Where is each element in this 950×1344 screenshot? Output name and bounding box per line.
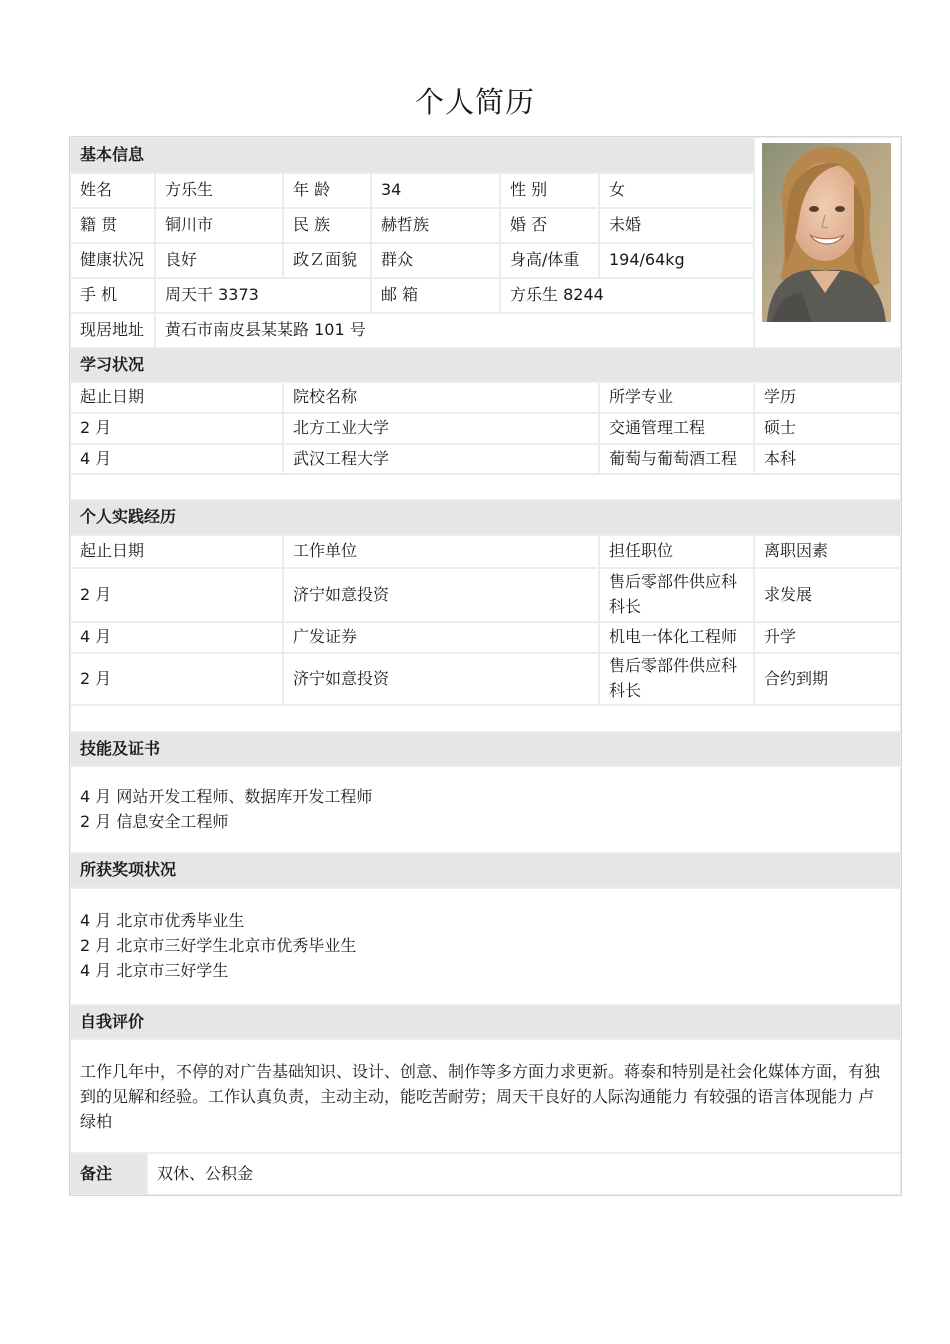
value-phone: 周天干 3373 [156,279,370,312]
exp-col-reason: 离职因素 [755,536,900,567]
value-name: 方乐生 [156,174,282,207]
exp-col-company: 工作单位 [284,536,598,567]
edu-col-date: 起止日期 [71,383,282,412]
value-native: 铜川市 [156,209,282,242]
label-health: 健康状况 [71,244,154,277]
edu-row-2-major: 葡萄与葡萄酒工程 [600,445,753,473]
exp-row-2-reason: 升学 [755,623,900,652]
label-address: 现居地址 [71,314,154,347]
value-email: 方乐生 8244 [501,279,753,312]
label-phone: 手 机 [71,279,154,312]
label-gender: 性 别 [501,174,598,207]
profile-photo [762,143,891,322]
exp-row-1-position: 售后零部件供应科科长 [600,569,753,621]
value-health: 良好 [156,244,282,277]
edu-col-major: 所学专业 [600,383,753,412]
award-line-2: 2 月 北京市三好学生北京市优秀毕业生 [80,936,357,956]
label-age: 年 龄 [284,174,370,207]
self-eval-content [71,1040,900,1152]
value-address: 黄石市南皮县某某路 101 号 [156,314,753,347]
exp-row-1-date: 2 月 [71,569,282,621]
section-header-self-eval: 自我评价 [71,1006,900,1038]
label-marital: 婚 否 [501,209,598,242]
exp-row-3-date: 2 月 [71,654,282,704]
value-height-weight: 194/64kg [600,244,753,277]
exp-row-3-reason: 合约到期 [755,654,900,704]
page-title: 个人简历 [414,85,535,119]
skill-line-2: 2 月 信息安全工程师 [80,811,229,831]
remarks-value: 双休、公积金 [148,1154,900,1194]
skill-line-1: 4 月 网站开发工程师、数据库开发工程师 [80,786,373,806]
edu-row-1-major: 交通管理工程 [600,414,753,443]
edu-row-2-date: 4 月 [71,445,282,473]
label-email: 邮 箱 [372,279,499,312]
edu-row-2-degree: 本科 [755,445,900,473]
section-header-skills: 技能及证书 [71,733,900,765]
exp-col-position: 担任职位 [600,536,753,567]
exp-row-3-company: 济宁如意投资 [284,654,598,704]
edu-row-1-school: 北方工业大学 [284,414,598,443]
label-ethnic: 民 族 [284,209,370,242]
edu-col-school: 院校名称 [284,383,598,412]
exp-row-2-position: 机电一体化工程师 [600,623,753,652]
edu-col-degree: 学历 [755,383,900,412]
exp-row-1-reason: 求发展 [755,569,900,621]
label-native: 籍 贯 [71,209,154,242]
edu-row-2-school: 武汉工程大学 [284,445,598,473]
section-header-education: 学习状况 [71,349,900,381]
label-height-weight: 身高/体重 [501,244,598,277]
section-header-basic: 基本信息 [71,138,753,172]
exp-col-date: 起止日期 [71,536,282,567]
value-political: 群众 [372,244,499,277]
value-age: 34 [372,174,499,207]
section-header-awards: 所获奖项状况 [71,854,900,887]
exp-spacer-row [71,706,900,731]
label-name: 姓名 [71,174,154,207]
value-marital: 未婚 [600,209,753,242]
exp-row-1-company: 济宁如意投资 [284,569,598,621]
section-header-experience: 个人实践经历 [71,501,900,534]
award-line-3: 4 月 北京市三好学生 [80,960,229,980]
remarks-label: 备注 [71,1154,146,1194]
exp-row-2-company: 广发证券 [284,623,598,652]
skills-content [71,767,900,852]
awards-content [71,889,900,1004]
value-gender: 女 [600,174,753,207]
edu-row-1-degree: 硕士 [755,414,900,443]
exp-row-3-position: 售后零部件供应科科长 [600,654,753,704]
edu-spacer-row [71,475,900,499]
exp-row-2-date: 4 月 [71,623,282,652]
label-political: 政Ｚ面貌 [284,244,370,277]
award-line-1: 4 月 北京市优秀毕业生 [80,911,245,931]
self-eval-text: 工作几年中，不停的对广告基础知识、设计、创意、制作等多方面力求更新。蒋泰和特别是社会化媒体方面，有独到的见解和经验。工作认真负责，主动主动，能吃苦耐劳；周天干良好的人际沟通能力 有较强的语言体现能力 卢绿柏 [80,1061,881,1131]
edu-row-1-date: 2 月 [71,414,282,443]
value-ethnic: 赫哲族 [372,209,499,242]
